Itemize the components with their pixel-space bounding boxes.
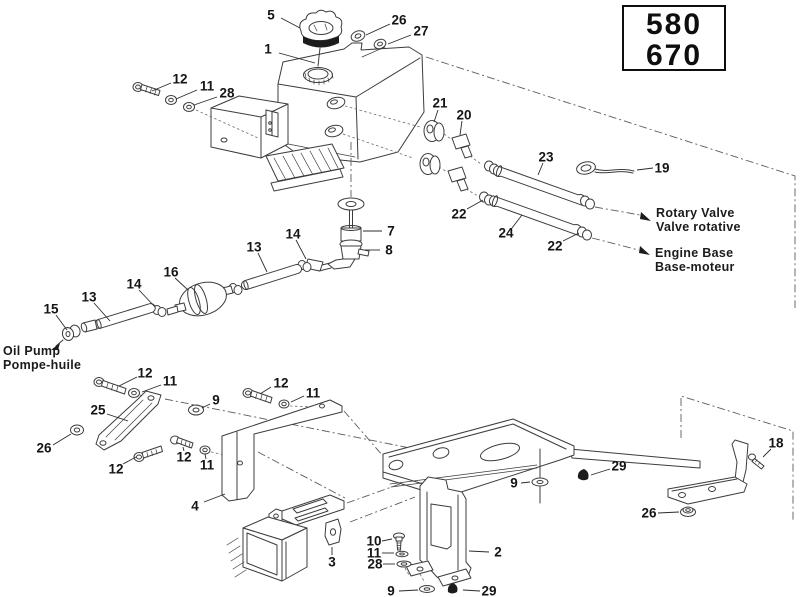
tank-mount-bolt bbox=[133, 83, 195, 112]
callout-11: 11 bbox=[162, 373, 178, 389]
callout-leader-21 bbox=[434, 110, 438, 122]
callout-11: 11 bbox=[305, 385, 321, 401]
callout-24: 24 bbox=[498, 225, 514, 241]
callout-leader-20 bbox=[460, 121, 462, 135]
callout-leader-12 bbox=[119, 377, 137, 386]
callout-9: 9 bbox=[387, 583, 395, 597]
callout-20: 20 bbox=[456, 107, 472, 123]
callout-12: 12 bbox=[108, 461, 124, 477]
label-engine-base bbox=[655, 246, 735, 274]
callout-14: 14 bbox=[285, 226, 301, 242]
engine-base-arrowhead bbox=[639, 246, 650, 255]
label-rotary-valve-fr: Valve rotative bbox=[656, 220, 741, 234]
callout-12: 12 bbox=[172, 71, 188, 87]
callout-leader-4 bbox=[204, 494, 225, 502]
callout-leader-12 bbox=[123, 457, 136, 464]
callout-11: 11 bbox=[199, 78, 215, 94]
callout-23: 23 bbox=[538, 149, 554, 165]
callout-leader-14 bbox=[296, 240, 306, 259]
callout-22: 22 bbox=[451, 206, 467, 222]
callout-27: 27 bbox=[413, 23, 429, 39]
label-rotary-valve bbox=[656, 206, 741, 234]
callout-25: 25 bbox=[90, 402, 106, 418]
callout-12: 12 bbox=[273, 375, 289, 391]
callout-26: 26 bbox=[36, 440, 52, 456]
callout-leader-15 bbox=[56, 315, 67, 330]
callout-leader-12 bbox=[260, 387, 271, 394]
callout-13: 13 bbox=[81, 289, 97, 305]
callout-leader-9 bbox=[521, 482, 530, 483]
label-rotary-valve-en: Rotary Valve bbox=[656, 206, 735, 220]
right-angle-bracket bbox=[668, 440, 764, 517]
callout-leader-22 bbox=[563, 233, 579, 241]
tank-rear-box bbox=[196, 96, 288, 158]
tie-strap bbox=[575, 160, 634, 176]
callout-9: 9 bbox=[510, 475, 518, 491]
label-engine-base-fr: Base-moteur bbox=[655, 260, 735, 274]
callout-19: 19 bbox=[654, 160, 670, 176]
model-number-670: 670 bbox=[645, 39, 703, 72]
grommets-fittings bbox=[420, 121, 481, 197]
callout-15: 15 bbox=[43, 301, 59, 317]
callout-leader-26 bbox=[366, 24, 390, 35]
callout-28: 28 bbox=[367, 556, 383, 572]
callout-leader-22 bbox=[467, 200, 483, 209]
callout-leader-11 bbox=[176, 90, 197, 99]
callout-4: 4 bbox=[191, 498, 199, 514]
oil-pump-hose-chain bbox=[51, 259, 323, 350]
callout-leader-27 bbox=[388, 35, 411, 44]
callout-leader-29 bbox=[463, 590, 480, 591]
callout-29: 29 bbox=[611, 458, 627, 474]
callout-22: 22 bbox=[547, 238, 563, 254]
callout-3: 3 bbox=[328, 554, 336, 570]
callout-21: 21 bbox=[432, 95, 448, 111]
rotary-valve-arrowhead bbox=[640, 212, 651, 221]
model-number-580: 580 bbox=[645, 8, 703, 41]
callout-18: 18 bbox=[768, 435, 784, 451]
callout-10: 10 bbox=[366, 533, 382, 549]
callout-leader-28 bbox=[194, 97, 217, 105]
callout-16: 16 bbox=[163, 264, 179, 280]
callout-8: 8 bbox=[385, 242, 393, 258]
callout-12: 12 bbox=[176, 449, 192, 465]
callout-leader-29 bbox=[591, 469, 610, 475]
callout-leader-11 bbox=[291, 396, 304, 402]
callout-leader-23 bbox=[538, 163, 543, 175]
callout-26: 26 bbox=[391, 12, 407, 28]
callout-leader-9 bbox=[399, 590, 418, 591]
label-oil-pump-fr: Pompe-huile bbox=[3, 358, 82, 372]
ribbed-manifold bbox=[266, 144, 344, 191]
callout-7: 7 bbox=[387, 223, 395, 239]
callout-13: 13 bbox=[246, 239, 262, 255]
callout-12: 12 bbox=[137, 365, 153, 381]
callout-11: 11 bbox=[199, 457, 215, 473]
callout-leader-11 bbox=[142, 385, 161, 392]
callout-2: 2 bbox=[494, 544, 502, 560]
callout-1: 1 bbox=[264, 41, 272, 57]
callout-14: 14 bbox=[126, 276, 142, 292]
callout-11: 11 bbox=[366, 545, 382, 561]
callout-leader-5 bbox=[281, 18, 300, 28]
callout-leader-26 bbox=[53, 434, 71, 445]
callout-9: 9 bbox=[212, 392, 220, 408]
callout-29: 29 bbox=[481, 583, 497, 597]
callout-leader-13 bbox=[258, 253, 267, 272]
label-oil-pump-en: Oil Pump bbox=[3, 344, 61, 358]
label-engine-base-en: Engine Base bbox=[655, 246, 734, 260]
callout-leader-12 bbox=[152, 83, 171, 91]
callout-leader-19 bbox=[637, 168, 653, 170]
callout-leader-2 bbox=[469, 551, 489, 552]
callout-leader-10 bbox=[382, 539, 392, 541]
model-number-box bbox=[622, 5, 726, 71]
callout-5: 5 bbox=[267, 7, 275, 23]
label-oil-pump bbox=[3, 344, 81, 372]
callout-leader-16 bbox=[175, 278, 188, 290]
callout-28: 28 bbox=[219, 85, 235, 101]
support-bracket-2 bbox=[394, 477, 472, 594]
callout-leader-26 bbox=[658, 512, 679, 513]
callout-26: 26 bbox=[641, 505, 657, 521]
